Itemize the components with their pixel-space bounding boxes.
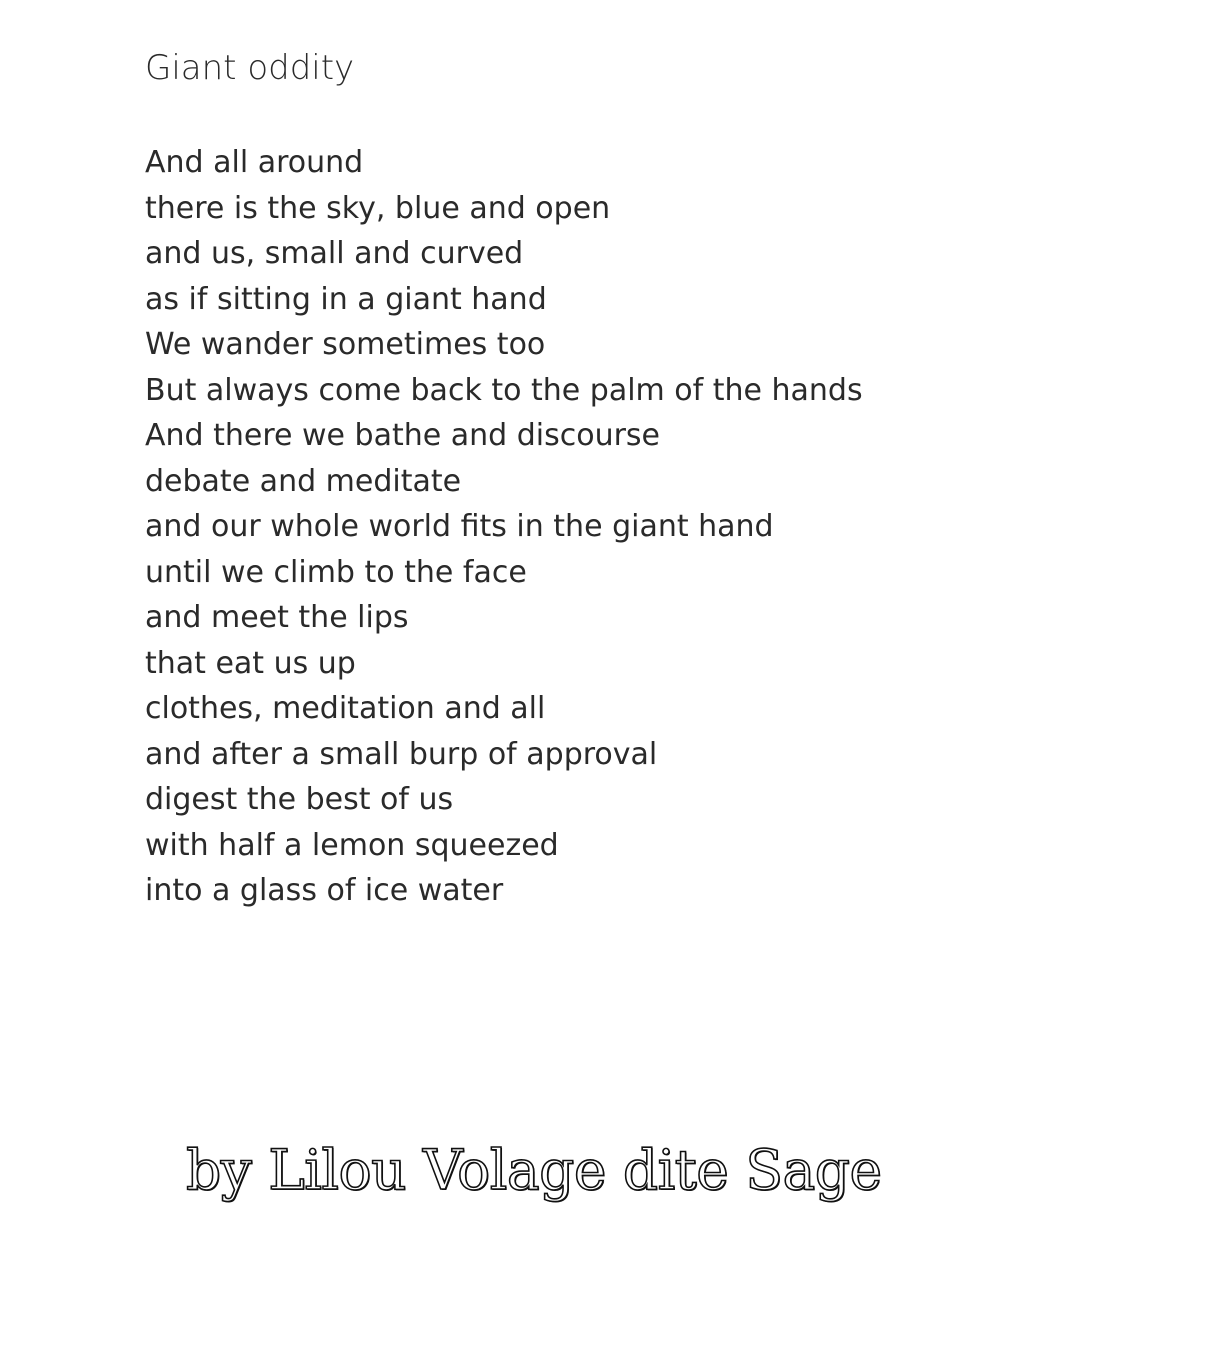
poem-line: debate and meditate (145, 463, 462, 499)
poem-title: Giant oddity (145, 48, 355, 88)
poem-line: But always come back to the palm of the hands (145, 372, 863, 408)
poem-line: and our whole world fits in the giant hand (145, 509, 774, 544)
poem-line: and after a small burp of approval (145, 736, 658, 772)
poem-line: into a glass of ice water (145, 873, 504, 908)
poem-line: and us, small and curved (145, 236, 524, 271)
poem-line: with half a lemon squeezed (145, 827, 559, 863)
poem-line: And all around (145, 145, 364, 180)
poem-body (145, 140, 863, 914)
poem-line: and meet the lips (145, 600, 409, 635)
poem-line: digest the best of us (145, 782, 454, 817)
poem-line: And there we bathe and discourse (145, 418, 661, 453)
poem-line: clothes, meditation and all (145, 691, 546, 726)
poem-line: as if sitting in a giant hand (145, 281, 547, 317)
poem-line: We wander sometimes too (145, 327, 546, 362)
poem-line: that eat us up (145, 645, 356, 681)
poem-line: until we climb to the face (145, 554, 527, 590)
author-byline: by Lilou Volage dite Sage (186, 1138, 882, 1202)
poem-line: there is the sky, blue and open (145, 190, 611, 226)
